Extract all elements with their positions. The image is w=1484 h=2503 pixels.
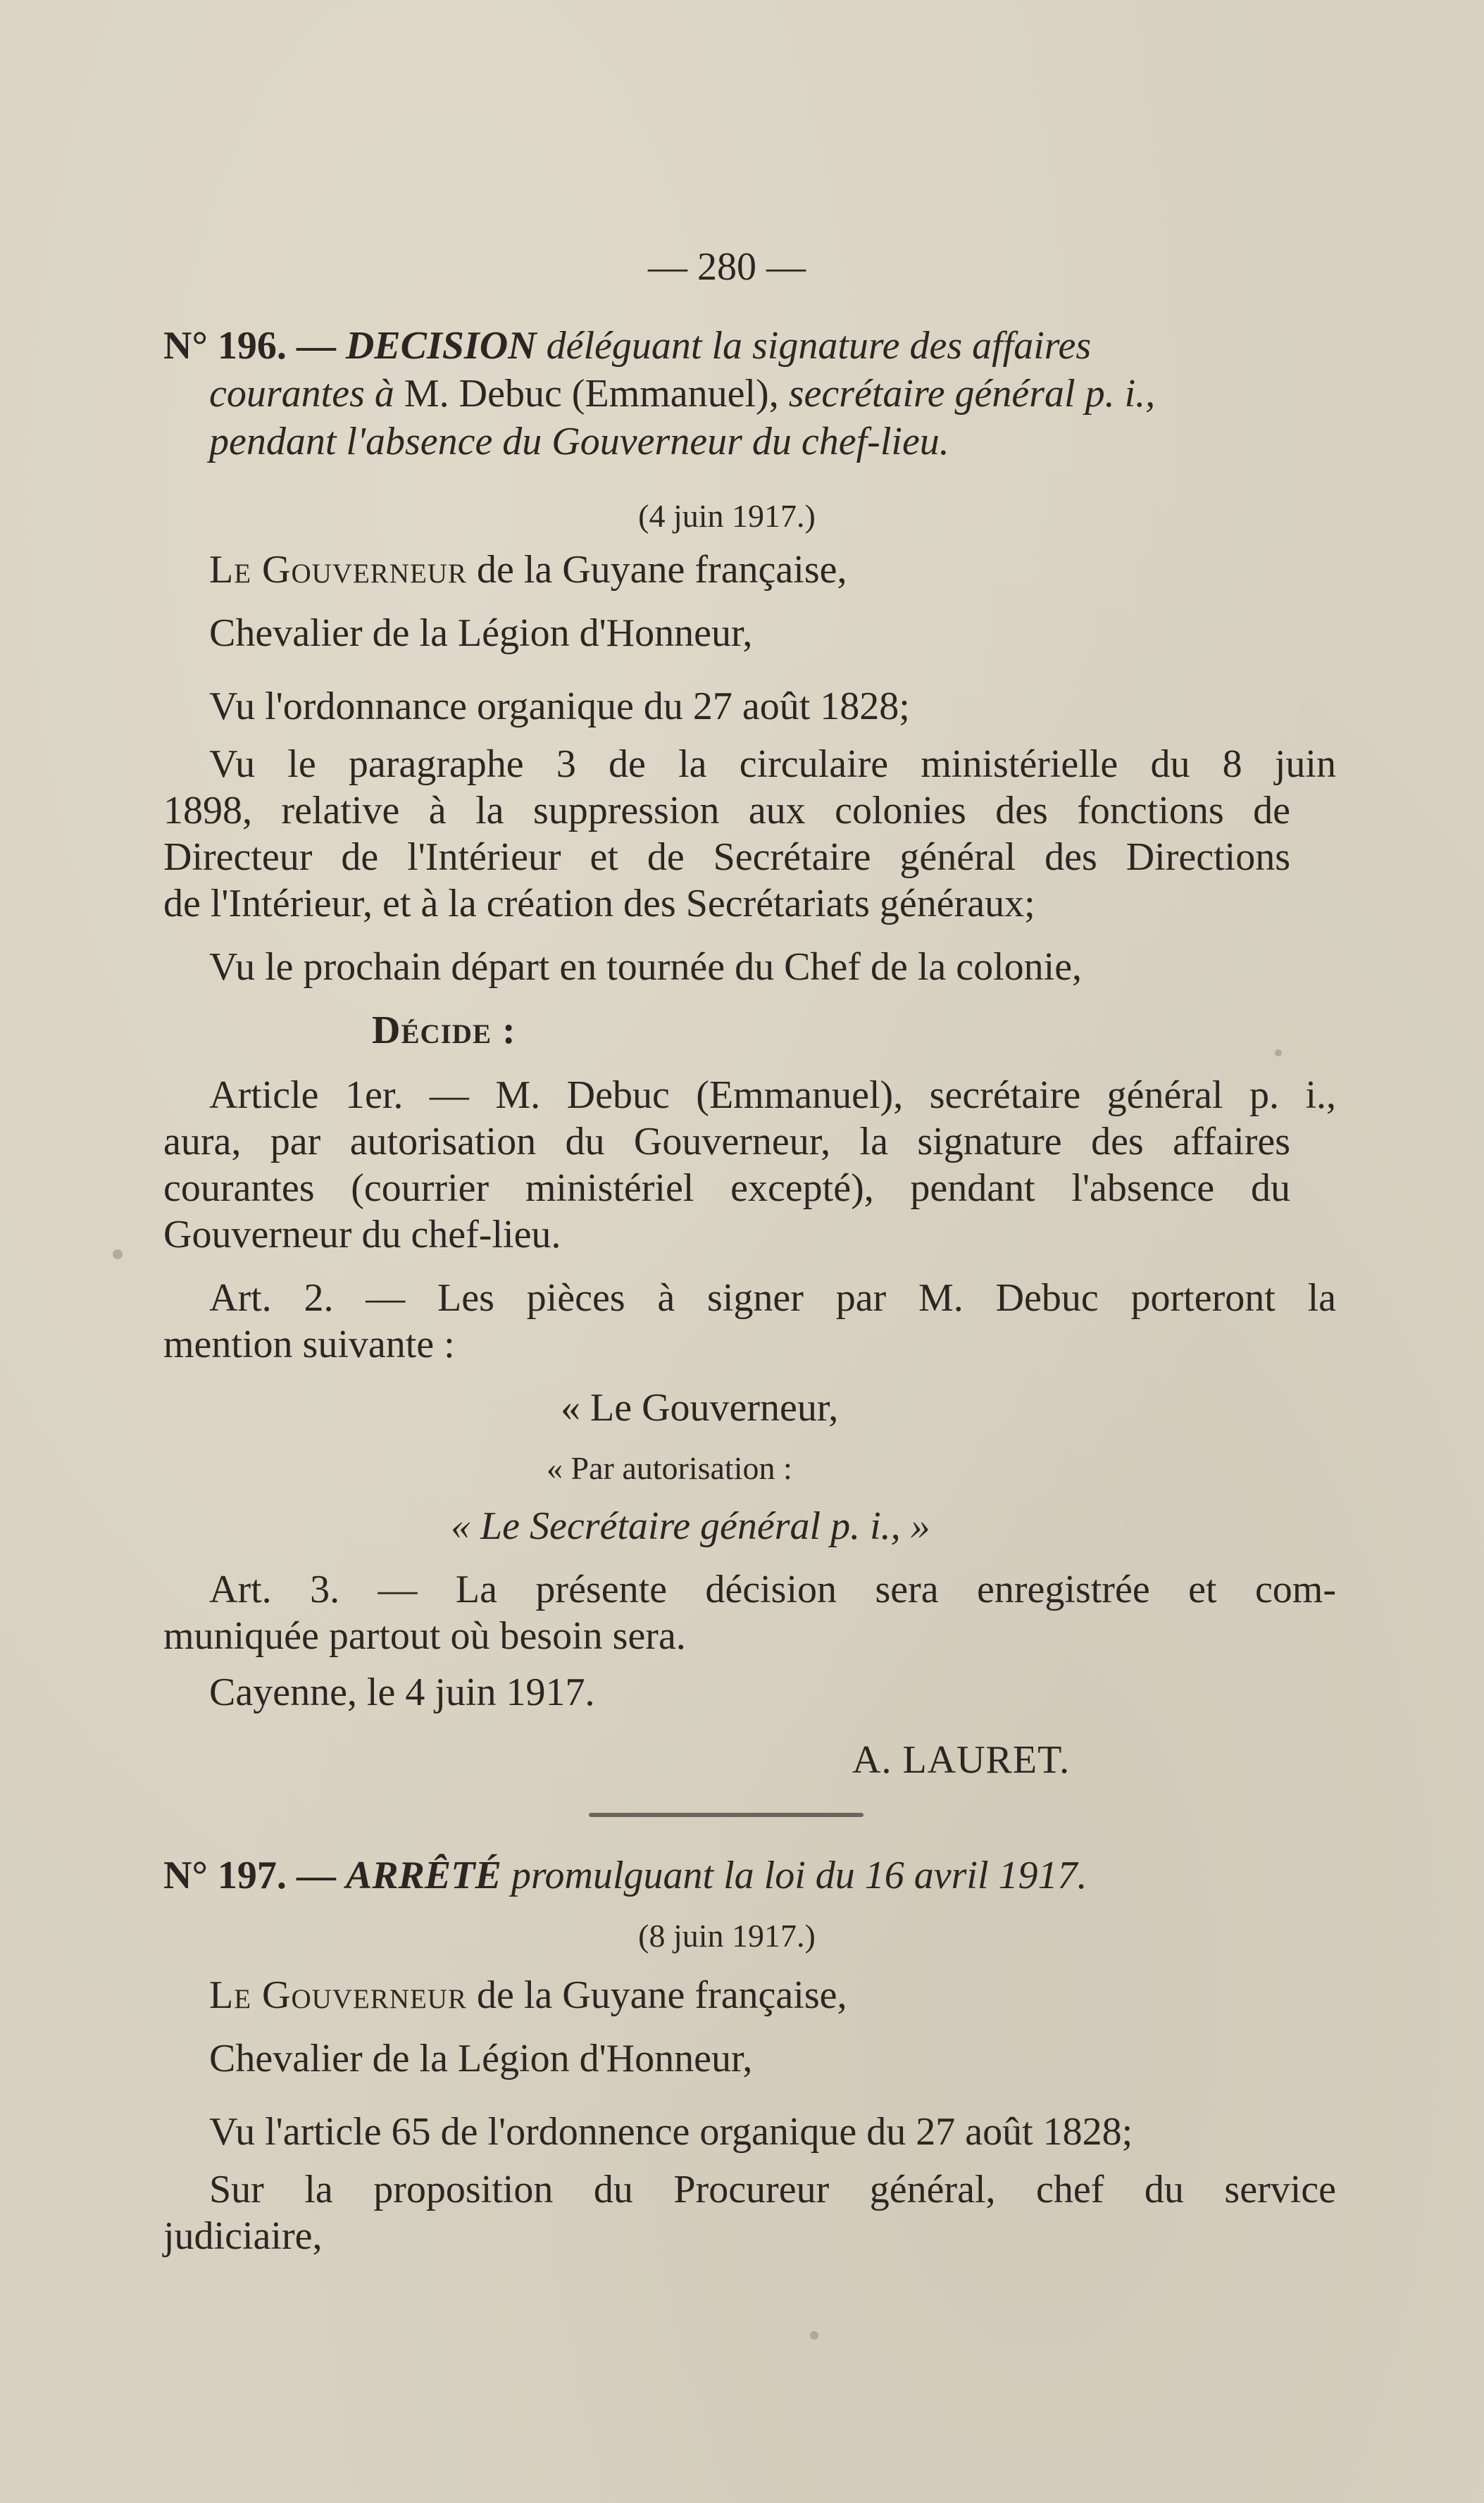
decision-196-vu-paragraphe-line4: de l'Intérieur, et à la création des Secrétariats généraux; <box>163 882 1035 925</box>
arrete-197-gouverneur <box>163 1972 1336 2018</box>
decision-196-chevalier: Chevalier de la Légion d'Honneur, <box>209 611 753 655</box>
arrete-197-sur-line2: judiciaire, <box>163 2214 323 2258</box>
arrete-197-heading-rest: promulguant la loi du 16 avril 1917. <box>511 1854 1087 1897</box>
decision-196-heading-title: secrétaire général p. i., <box>788 372 1156 416</box>
decision-196-art2-line1: Art. 2. — Les pièces à signer par M. Debuc porteront la <box>209 1276 1336 1320</box>
decision-196-heading-bold: DECISION <box>345 324 537 368</box>
decision-196-vu-paragraphe-line3: Directeur de l'Intérieur et de Secrétaire général des Directions <box>163 835 1290 879</box>
section-separator <box>589 1813 863 1817</box>
decision-196-art2-line2: mention suivante : <box>163 1323 455 1366</box>
arrete-197-gouverneur-rest: de la Guyane française, <box>476 1973 847 2017</box>
decision-196-gouverneur-rest: de la Guyane française, <box>476 548 847 592</box>
decision-196-date: (4 juin 1917.) <box>638 498 816 534</box>
decision-196-art3-line1: Art. 3. — La présente décision sera enregistrée et com- <box>209 1568 1336 1611</box>
decision-196-vu-paragraphe-line2: 1898, relative à la suppression aux colonies des fonctions de <box>163 789 1290 832</box>
decision-196-gouverneur <box>163 547 1336 593</box>
decision-196-heading-line3: pendant l'absence du Gouverneur du chef-lieu. <box>209 420 949 463</box>
paper-speck <box>810 2331 818 2340</box>
decision-196-heading-rest: déléguant la signature des affaires <box>546 324 1092 368</box>
arrete-197-vu-article: Vu l'article 65 de l'ordonnence organique du 27 août 1828; <box>209 2110 1133 2154</box>
decision-196-mention-secretaire: « Le Secrétaire général p. i., » <box>451 1504 930 1548</box>
arrete-197-heading-bold: ARRÊTÉ <box>345 1854 501 1897</box>
decision-196-heading-name: M. Debuc (Emmanuel), <box>404 372 779 416</box>
arrete-197-date: (8 juin 1917.) <box>638 1918 816 1954</box>
decision-196-place-date: Cayenne, le 4 juin 1917. <box>209 1671 595 1714</box>
decision-196-gouverneur-title: Le Gouverneur <box>209 548 467 592</box>
page-number: — 280 — <box>648 245 806 289</box>
decision-196-art1-line4: Gouverneur du chef-lieu. <box>163 1213 561 1256</box>
decision-196-art3-line2: muniquée partout où besoin sera. <box>163 1614 686 1658</box>
decision-196-vu-depart: Vu le prochain départ en tournée du Chef de la colonie, <box>209 945 1083 989</box>
decision-196-signature: A. LAURET. <box>852 1738 1071 1782</box>
decision-196-art1-line2: aura, par autorisation du Gouverneur, la signature des affaires <box>163 1120 1290 1163</box>
arrete-197-chevalier: Chevalier de la Légion d'Honneur, <box>209 2037 753 2080</box>
arrete-197-gouverneur-title: Le Gouverneur <box>209 1973 467 2017</box>
paper-speck <box>1275 1049 1282 1056</box>
decision-196-art1-line3: courantes (courrier ministériel excepté), pendant l'absence du <box>163 1166 1290 1210</box>
arrete-197-number: N° 197. — <box>163 1854 336 1897</box>
decision-196-vu-paragraphe-line1: Vu le paragraphe 3 de la circulaire ministérielle du 8 juin <box>209 742 1336 786</box>
arrete-197-sur-line1: Sur la proposition du Procureur général, chef du service <box>209 2168 1336 2211</box>
decision-196-heading-line1 <box>163 323 1290 369</box>
decision-196-number: N° 196. — <box>163 324 336 368</box>
decision-196-decide: Décide : <box>372 1009 516 1052</box>
arrete-197-heading <box>163 1852 1290 1899</box>
paper-speck <box>113 1249 123 1259</box>
decision-196-mention-autorisation: « Par autorisation : <box>547 1450 792 1486</box>
decision-196-mention-gouverneur: « Le Gouverneur, <box>561 1386 839 1430</box>
decision-196-heading-line2 <box>209 370 1290 417</box>
decision-196-vu-ordonnance: Vu l'ordonnance organique du 27 août 1828; <box>209 685 910 728</box>
decision-196-art1-line1: Article 1er. — M. Debuc (Emmanuel), secrétaire général p. i., <box>209 1073 1336 1117</box>
decision-196-heading-courantes: courantes à <box>209 372 394 416</box>
